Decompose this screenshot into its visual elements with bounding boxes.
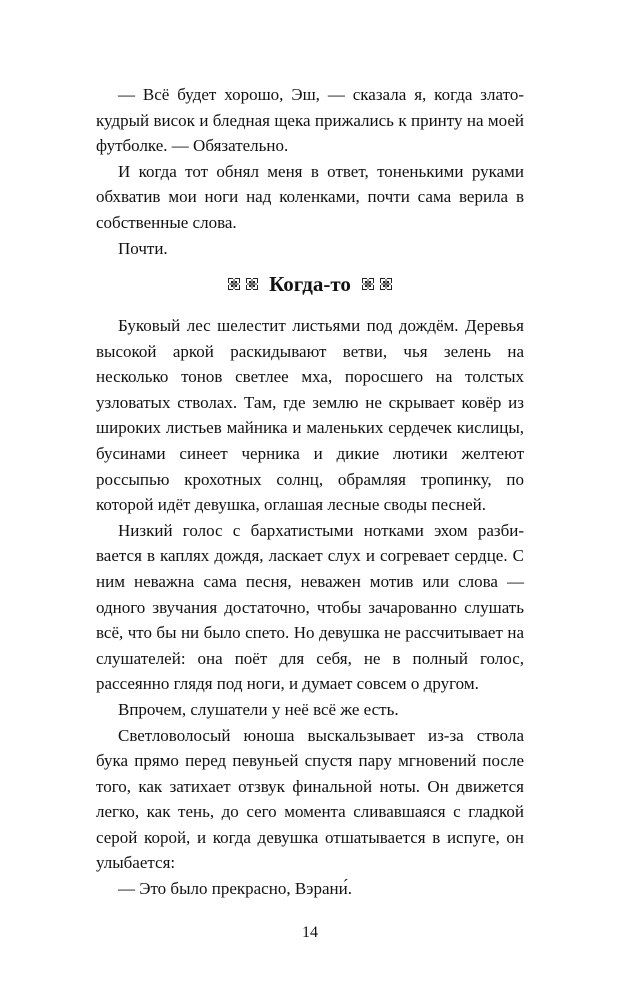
ornament-left — [225, 268, 261, 300]
main-text-block — [96, 313, 524, 902]
ornament-right — [359, 268, 395, 300]
paragraph: Впрочем, слушатели у неё всё же есть. — [118, 699, 399, 719]
section-title: Когда-то — [269, 272, 351, 296]
paragraph: — Всё будет хорошо, Эш, — сказала я, когда златокудрый висок и бледная щека прижались к принту на моей футболке. — Обязательно. — [96, 85, 524, 156]
paragraph: И когда тот обнял меня в ответ, тоненькими руками обхватив мои ноги над коленками, почти сама верила в собственные слова. — [96, 161, 524, 232]
paragraph: Низкий голос с бархатистыми нотками эхом разбивается в каплях дождя, ласкает слух и согревает сердце. С ним неважна сама песня, неважен мотив или слова — одного звучания достаточно, чтобы зачарованно слушать всё, что бы ни было спето. Но девушка не рассчитывает на слушателей: она поёт для себя, не в полный голос, рассеянно глядя под ноги, и думает совсем о другом. — [96, 520, 524, 694]
square-knot-ornament-icon — [228, 278, 240, 290]
paragraph: Буковый лес шелестит листьями под дождём. Деревья высокой аркой раскидывают ветви, чья зелень на несколько тонов светлее мха, поросшего на толстых узловатых стволах. Там, где землю не скрывает ковёр из широких листьев майника и маленьких сердечек кислицы, бусинами синеет черника и дикие лютики желтеют россыпью крохотных солнц, обрамляя тропинку, по которой идёт девушка, оглашая лесные своды песней. — [96, 316, 524, 515]
section-heading — [96, 268, 524, 300]
square-knot-ornament-icon — [246, 278, 258, 290]
page-number: 14 — [302, 924, 318, 941]
square-knot-ornament-icon — [380, 278, 392, 290]
square-knot-ornament-icon — [362, 278, 374, 290]
paragraph: Почти. — [118, 238, 168, 258]
paragraph: — Это было прекрасно, Вэрани́. — [118, 879, 352, 899]
top-text-block — [96, 82, 524, 261]
paragraph: Светловолосый юноша выскальзывает из-за ствола бука прямо перед певуньей спустя пару мгновений после того, как затихает отзвук финальной ноты. Он движется легко, как тень, до сего момента сливавшаяся с гладкой серой корой, и когда девушка отшатывается в испуге, он улыбается: — [96, 725, 524, 873]
